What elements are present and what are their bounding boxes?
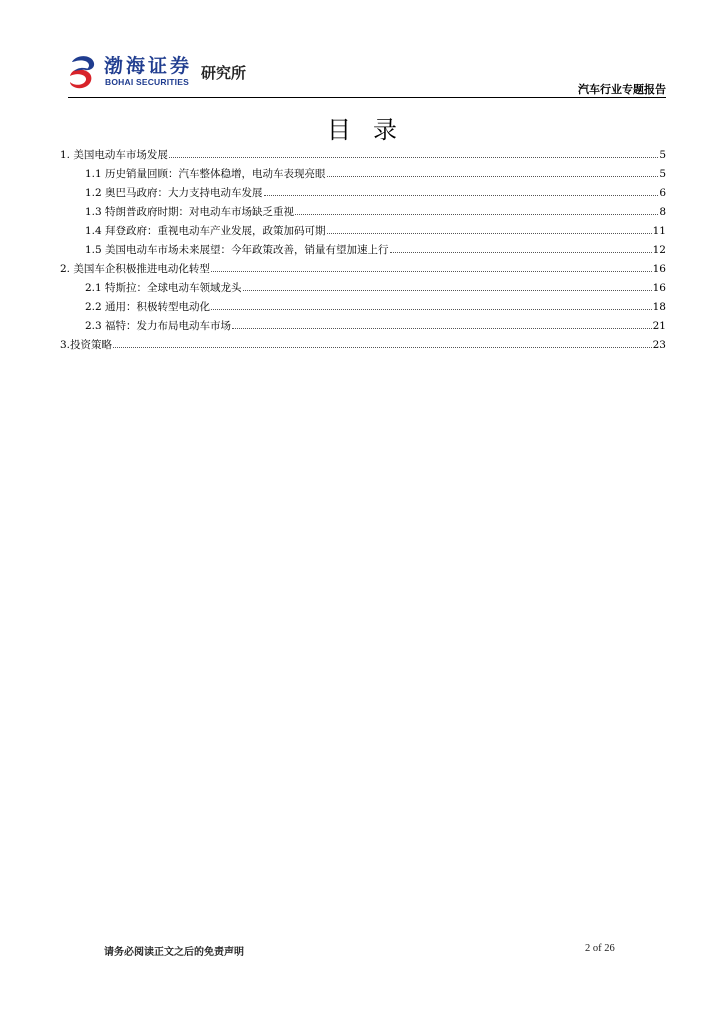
page-header [68,48,666,98]
toc-entry-title: 2.3 福特：发力布局电动车市场 [85,320,232,332]
table-of-contents [60,146,666,355]
toc-entry-page: 16 [652,263,666,275]
bohai-logo-icon [68,54,98,90]
toc-entry[interactable] [60,165,666,184]
toc-entry[interactable] [60,260,666,279]
toc-entry[interactable] [60,298,666,317]
toc-entry-page: 5 [659,168,666,180]
toc-dot-leader [211,270,652,272]
toc-dot-leader [113,346,652,348]
institute-name: 研究所 [201,64,247,82]
toc-entry-page: 16 [652,282,666,294]
toc-entry-page: 6 [659,187,666,199]
toc-entry[interactable] [60,241,666,260]
toc-entry-page: 21 [652,320,666,332]
toc-entry[interactable] [60,317,666,336]
toc-dot-leader [327,175,659,177]
toc-entry[interactable] [60,146,666,165]
toc-entry[interactable] [60,222,666,241]
toc-entry-title: 1.2 奥巴马政府：大力支持电动车发展 [85,187,263,199]
toc-entry-title: 3.投资策略 [60,339,113,351]
toc-entry[interactable] [60,279,666,298]
toc-entry-page: 18 [652,301,666,313]
toc-dot-leader [243,289,652,291]
page-number: 2 of 26 [585,943,615,954]
toc-title: 目录 [327,116,419,144]
toc-dot-leader [295,213,658,215]
toc-dot-leader [327,232,652,234]
toc-entry-page: 12 [652,244,666,256]
toc-entry[interactable] [60,336,666,355]
toc-entry-title: 2.1 特斯拉：全球电动车领域龙头 [85,282,242,294]
toc-entry-title: 1.1 历史销量回顾：汽车整体稳增，电动车表现亮眼 [85,168,326,180]
toc-dot-leader [390,251,652,253]
toc-dot-leader [264,194,659,196]
company-name-en: BOHAI SECURITIES [105,77,189,87]
toc-entry-page: 23 [652,339,666,351]
toc-entry-title: 2. 美国车企积极推进电动化转型 [60,263,210,275]
toc-entry[interactable] [60,203,666,222]
toc-entry-title: 1.5 美国电动车市场未来展望：今年政策改善，销量有望加速上行 [85,244,389,256]
toc-dot-leader [232,327,652,329]
toc-entry-title: 1.4 拜登政府：重视电动车产业发展，政策加码可期 [85,225,326,237]
header-divider [68,97,666,98]
toc-dot-leader [169,156,658,158]
toc-dot-leader [211,308,652,310]
toc-entry-page: 8 [659,206,666,218]
toc-entry-page: 5 [659,149,666,161]
toc-entry-title: 1. 美国电动车市场发展 [60,149,168,161]
toc-entry-title: 2.2 通用：积极转型电动化 [85,301,211,313]
disclaimer-note: 请务必阅读正文之后的免责声明 [104,947,244,958]
toc-entry-title: 1.3 特朗普政府时期：对电动车市场缺乏重视 [85,206,295,218]
company-name-cn: 渤海证券 [104,55,193,77]
toc-entry[interactable] [60,184,666,203]
toc-entry-page: 11 [652,225,666,237]
report-type-label: 汽车行业专题报告 [578,83,666,96]
